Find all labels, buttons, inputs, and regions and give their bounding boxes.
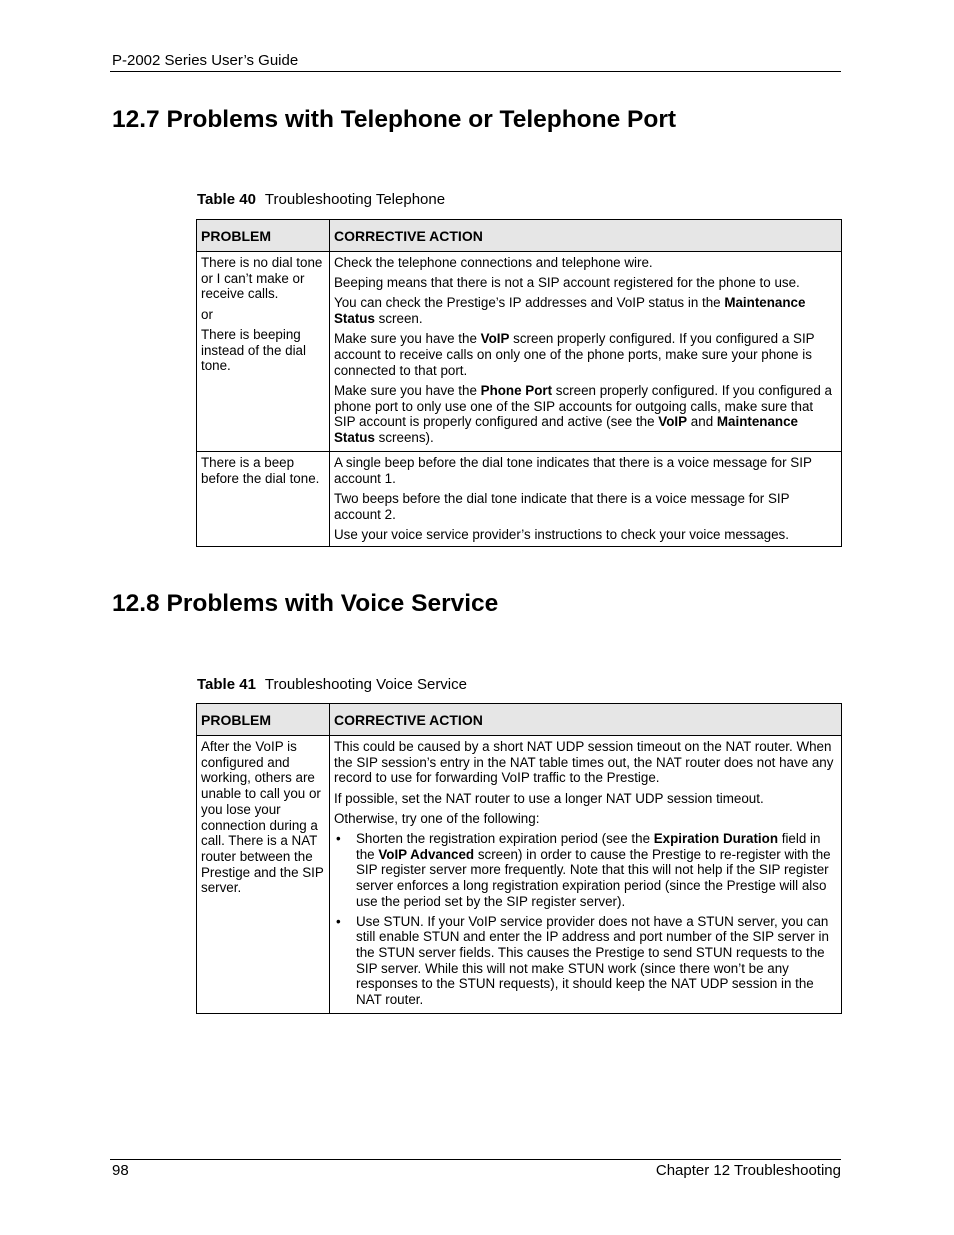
table-label: Table 41 [197, 676, 256, 693]
problem-text: There is a beep before the dial tone. [201, 455, 320, 486]
action-text: A single beep before the dial tone indicates that there is a voice message for SIP account 1. [334, 455, 812, 486]
table-label: Table 40 [197, 191, 256, 208]
column-header-corrective-action: CORRECTIVE ACTION [330, 704, 842, 736]
action-text: If possible, set the NAT router to use a longer NAT UDP session timeout. [334, 790, 764, 806]
problem-text: There is no dial tone or I can’t make or receive calls. [201, 255, 323, 302]
chapter-label: Chapter 12 Troubleshooting [655, 1162, 841, 1179]
table-title: Troubleshooting Telephone [264, 191, 446, 208]
table-caption-41 [197, 676, 467, 693]
problem-cell [197, 452, 330, 547]
problem-text: There is beeping instead of the dial tone. [201, 326, 306, 374]
bullet-list [334, 831, 837, 1008]
section-title-12-8: 12.8 Problems with Voice Service [112, 590, 499, 617]
page-number: 98 [112, 1162, 129, 1179]
corrective-action-cell [330, 452, 842, 547]
column-header-corrective-action: CORRECTIVE ACTION [330, 220, 842, 252]
section-title-12-7: 12.7 Problems with Telephone or Telephone Port [112, 106, 677, 133]
troubleshooting-telephone-table [196, 219, 842, 547]
table-row [197, 452, 842, 547]
column-header-problem: PROBLEM [197, 704, 330, 736]
bullet-item: • Use STUN. If your VoIP service provider does not have a STUN server, you can still enable STUN and enter the IP address and port number of the SIP server in the STUN server fields. This causes the Prestige to send STUN requests to the SIP server. While this will not make STUN work (since there won’t be any responses to the STUN requests), it should keep the NAT UDP session in the NAT router. [334, 914, 837, 1008]
problem-cell [197, 252, 330, 452]
action-text: Beeping means that there is not a SIP account registered for the phone to use. [334, 275, 800, 291]
footer-rule [110, 1159, 841, 1160]
guide-title: P-2002 Series User’s Guide [112, 52, 299, 69]
action-text: Check the telephone connections and telephone wire. [334, 255, 653, 270]
table-caption-40 [197, 191, 445, 208]
problem-cell [197, 736, 330, 1014]
corrective-action-cell [330, 736, 842, 1014]
table-header-row [197, 220, 842, 252]
table-title: Troubleshooting Voice Service [264, 676, 467, 693]
action-text: Make sure you have the VoIP screen properly configured. If you configured a SIP account to receive calls on only one of the phone ports, make sure your phone is connected to that port. [334, 331, 815, 378]
table-row [197, 736, 842, 1014]
column-header-problem: PROBLEM [197, 220, 330, 252]
action-text: This could be caused by a short NAT UDP session timeout on the NAT router. When the SIP session’s entry in the NAT table times out, the NAT router does not have any record to use for forwarding VoIP traffic to the Prestige. [334, 739, 834, 786]
problem-text: or [201, 306, 213, 322]
action-text: Two beeps before the dial tone indicate that there is a voice message for SIP account 2. [334, 490, 790, 522]
header-rule [110, 71, 841, 72]
troubleshooting-voice-service-table [196, 703, 842, 1014]
action-text: You can check the Prestige’s IP addresses and VoIP status in the Maintenance Status screen. [334, 295, 806, 327]
corrective-action-cell [330, 252, 842, 452]
table-header-row [197, 704, 842, 736]
bullet-item: • Shorten the registration expiration period (see the Expiration Duration field in the VoIP Advanced screen) in order to cause the Prestige to re-register with the SIP register server more frequently. Note that this will not help if the SIP register server enforces a long registration expiration period (since the Prestige will also use the period set by the SIP register server). [334, 831, 837, 910]
action-text: Make sure you have the Phone Port screen properly configured. If you configured a phone port to only use one of the SIP accounts for outgoing calls, make sure that SIP account is properly configured and active (see the VoIP and Maintenance Status screens). [334, 382, 832, 446]
action-text: Use your voice service provider’s instructions to check your voice messages. [334, 526, 789, 542]
problem-text: After the VoIP is configured and working, others are unable to call you or you lose your connection during a call. There is a NAT router between the Prestige and the SIP server. [201, 739, 324, 896]
action-text: Otherwise, try one of the following: [334, 810, 540, 826]
table-row [197, 252, 842, 452]
